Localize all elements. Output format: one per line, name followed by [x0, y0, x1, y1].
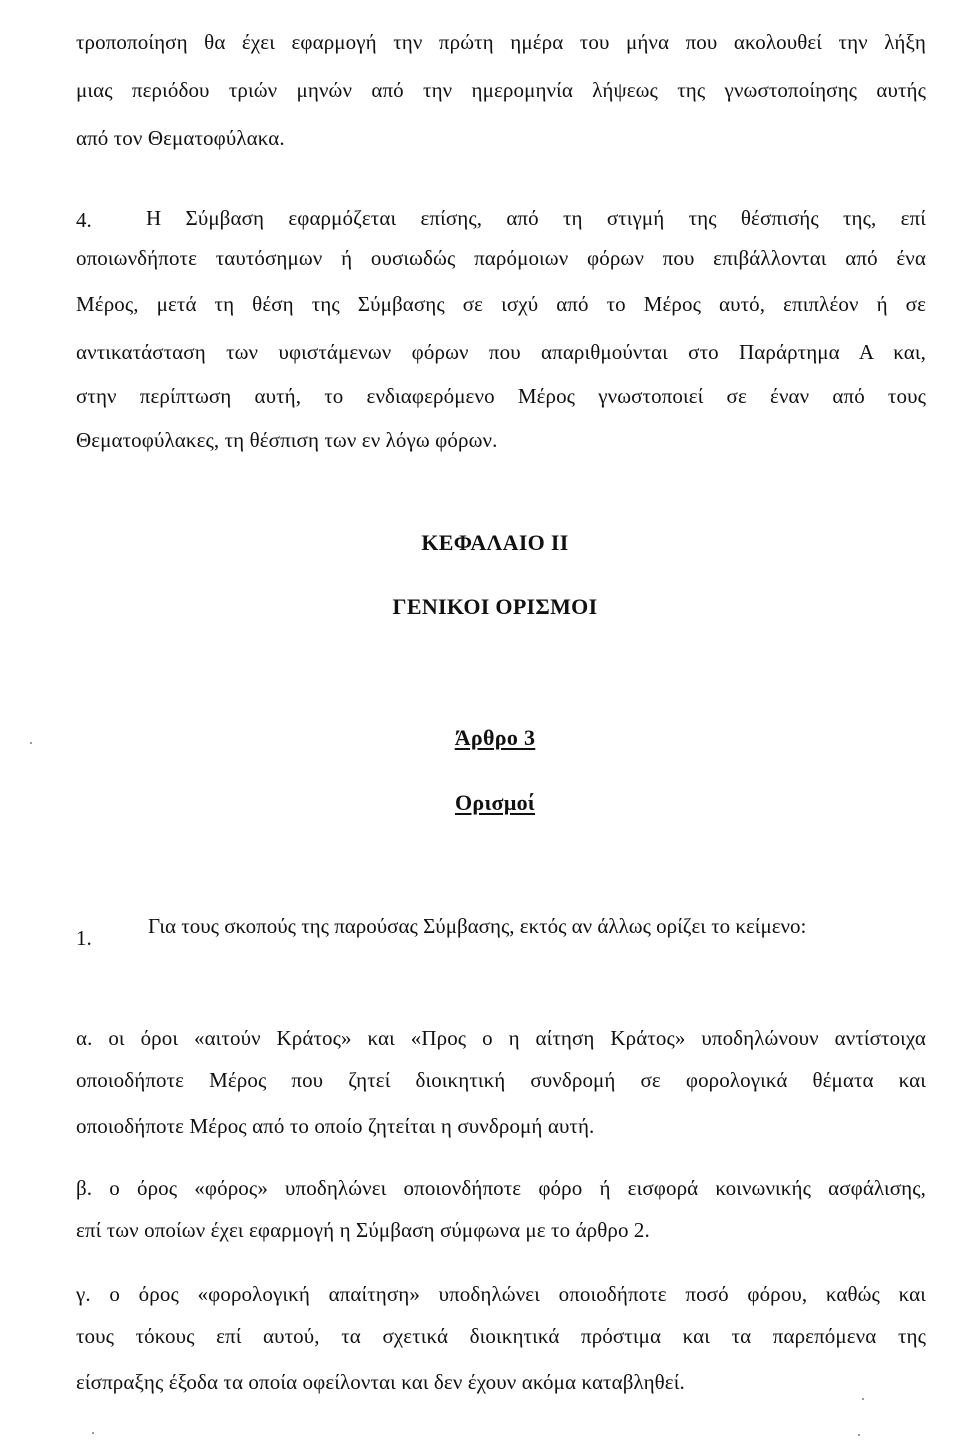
paragraph-top-line-3: από τον Θεματοφύλακα.: [76, 126, 285, 150]
paragraph-4-line-5: στην περίπτωση αυτή, το ενδιαφερόμενο Μέρος γνωστοποιεί σε έναν από τους: [76, 384, 926, 408]
paragraph-4-first-line: Η Σύμβαση εφαρμόζεται επίσης, από τη στιγμή της θέσπισής της, επί: [146, 206, 926, 230]
paragraph-top-line-2: μιας περιόδου τριών μηνών από την ημερομηνία λήψεως της γνωστοποίησης αυτής: [76, 78, 926, 102]
definition-c-line-1: γ. ο όρος «φορολογική απαίτηση» υποδηλώνει οποιοδήποτε ποσό φόρου, καθώς και: [76, 1282, 926, 1306]
chapter-title: ΚΕΦΑΛΑΙΟ ΙΙ: [421, 530, 569, 555]
definition-a-line-2: οποιοδήποτε Μέρος που ζητεί διοικητική συνδρομή σε φορολογικά θέματα και: [76, 1068, 926, 1092]
paragraph-4-number: 4.: [76, 208, 92, 232]
definition-a-line-3: οποιοδήποτε Μέρος από το οποίο ζητείται η συνδρομή αυτή.: [76, 1114, 595, 1138]
definition-a-line-1: α. οι όροι «αιτούν Κράτος» και «Προς ο η αίτηση Κράτος» υποδηλώνουν αντίστοιχα: [76, 1026, 926, 1050]
definition-c-line-2: τους τόκους επί αυτού, τα σχετικά διοικητικά πρόστιμα και τα παρεπόμενα της: [76, 1324, 926, 1348]
chapter-subtitle: ΓΕΝΙΚΟΙ ΟΡΙΣΜΟΙ: [392, 594, 598, 619]
scan-speck: [92, 1432, 94, 1434]
paragraph-4-line-3: Μέρος, μετά τη θέση της Σύμβασης σε ισχύ από το Μέρος αυτό, επιπλέον ή σε: [76, 292, 926, 316]
paragraph-top-line-1: τροποποίηση θα έχει εφαρμογή την πρώτη ημέρα του μήνα που ακολουθεί την λήξη: [76, 30, 926, 54]
scan-speck: [858, 1434, 860, 1436]
scan-speck: [862, 1398, 864, 1400]
definition-c-line-3: είσπραξης έξοδα τα οποία οφείλονται και δεν έχουν ακόμα καταβληθεί.: [76, 1370, 685, 1394]
paragraph-4-line-6: Θεματοφύλακες, τη θέσπιση των εν λόγω φόρων.: [76, 428, 498, 452]
paragraph-4-line-2: οποιωνδήποτε ταυτόσημων ή ουσιωδώς παρόμοιων φόρων που επιβάλλονται από ένα: [76, 246, 926, 270]
article-subtitle: Ορισμοί: [454, 790, 536, 815]
article-title: Άρθρο 3: [454, 725, 536, 750]
paragraph-1-number: 1.: [76, 926, 92, 950]
paragraph-4-line-4: αντικατάσταση των υφιστάμενων φόρων που απαριθμούνται στο Παράρτημα Α και,: [76, 340, 926, 364]
scan-speck: [30, 742, 32, 744]
definition-b-line-1: β. ο όρος «φόρος» υποδηλώνει οποιονδήποτε φόρο ή εισφορά κοινωνικής ασφάλισης,: [76, 1176, 926, 1200]
definition-b-line-2: επί των οποίων έχει εφαρμογή η Σύμβαση σύμφωνα με το άρθρο 2.: [76, 1218, 650, 1242]
paragraph-1-text: Για τους σκοπούς της παρούσας Σύμβασης, εκτός αν άλλως ορίζει το κείμενο:: [148, 914, 807, 938]
